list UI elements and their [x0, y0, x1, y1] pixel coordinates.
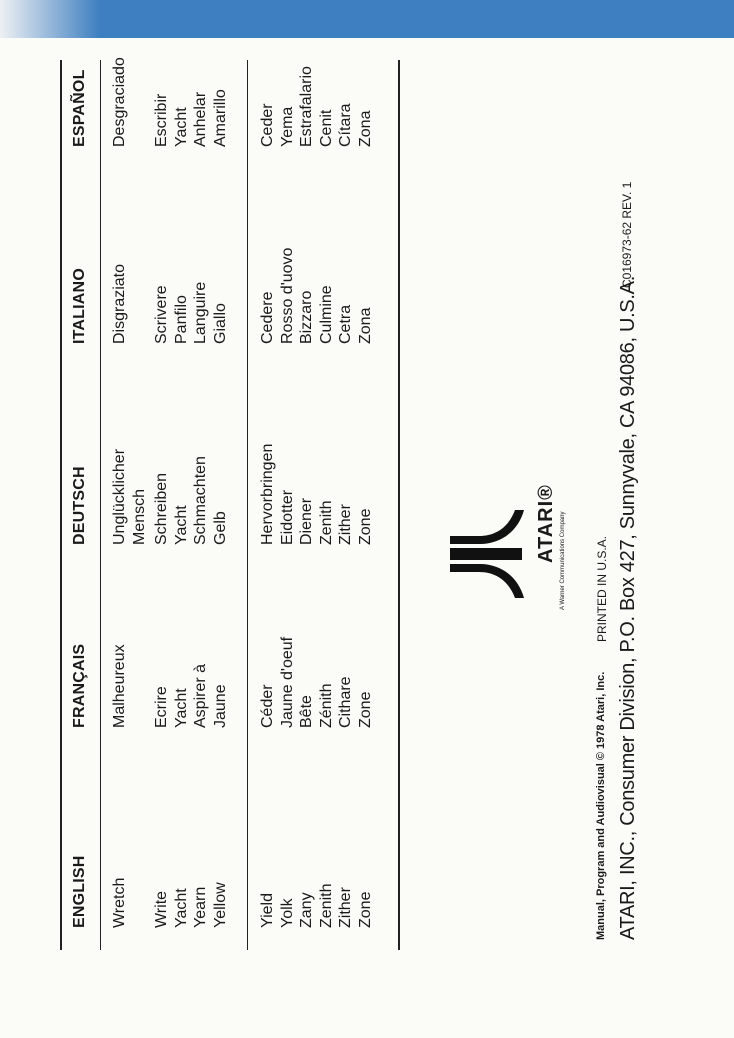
cell-text: Zone — [356, 691, 374, 728]
table-cell — [191, 887, 211, 928]
cell-text: Mensch — [130, 488, 148, 545]
table-cell — [152, 686, 172, 728]
warner-tagline: A Warner Communications Company — [560, 511, 566, 610]
table-cell — [152, 891, 172, 928]
cell-text: Yield — [259, 893, 276, 928]
cell-text: Panfilo — [172, 295, 190, 344]
table-cell — [211, 89, 231, 147]
header-english: ENGLISH — [71, 855, 88, 928]
cell-text: Schreiben — [153, 472, 170, 545]
cell-text: Eidotter — [278, 489, 296, 545]
cell-text: Rosso d'uovo — [278, 247, 296, 344]
cell-text: Aspirer à — [192, 663, 209, 728]
cell-text: Yacht — [172, 107, 190, 147]
table-cell — [191, 92, 211, 147]
cell-text: Bête — [298, 695, 315, 728]
table-cell — [172, 688, 192, 728]
table-cell — [172, 505, 192, 545]
atari-wordmark: ATARI® — [535, 484, 557, 563]
table-cell — [211, 511, 231, 545]
cell-text: Zany — [298, 892, 315, 928]
cell-text: Zénith — [317, 683, 335, 728]
table-cell — [258, 893, 278, 928]
table-cell — [278, 898, 298, 928]
cell-text: Yearn — [192, 886, 209, 928]
table-cell — [191, 282, 211, 344]
group-divider-rule — [247, 60, 248, 950]
table-cell — [278, 637, 298, 728]
table-cell — [356, 111, 376, 147]
cell-text: Ceder — [259, 103, 276, 147]
cell-text: Zona — [356, 307, 374, 344]
cell-text: Estrafalario — [298, 66, 315, 147]
table-cell — [110, 449, 149, 545]
table-cell — [336, 887, 356, 928]
cell-text: Languire — [192, 281, 209, 344]
cell-text: Cedere — [259, 291, 276, 344]
cell-text: Giallo — [211, 303, 229, 344]
table-cell — [297, 892, 317, 928]
cell-text: Scrivere — [153, 285, 170, 344]
cell-text: Jaune — [211, 684, 229, 728]
table-cell — [211, 882, 231, 928]
table-cell — [356, 308, 376, 344]
cell-text: Culmine — [317, 285, 335, 344]
cell-text: Yolk — [278, 898, 296, 928]
header-italiano: ITALIANO — [71, 268, 88, 344]
cell-text: Cetra — [337, 304, 354, 344]
table-cell — [356, 692, 376, 728]
table-cell — [258, 444, 278, 545]
table-cell — [258, 684, 278, 728]
table-cell — [211, 303, 231, 344]
table-cell — [172, 107, 192, 147]
part-number: C016973-62 REV. 1 — [620, 181, 634, 288]
cell-text: Zither — [337, 887, 354, 928]
table-cell — [297, 695, 317, 728]
table-cell — [317, 684, 337, 728]
cell-text: Jaune d'oeuf — [278, 636, 296, 728]
table-cell — [317, 110, 337, 147]
cell-text: Yellow — [211, 882, 229, 928]
company-address: ATARI, INC., Consumer Division, P.O. Box 427, Sunnyvale, CA 94086, U.S.A. — [617, 276, 639, 940]
table-cell — [297, 498, 317, 545]
top-color-band — [0, 0, 734, 38]
cell-text: Zither — [337, 504, 354, 545]
printed-in-usa: PRINTED IN U.S.A. — [595, 535, 609, 642]
rotated-page — [0, 40, 734, 1000]
table-cell — [110, 644, 130, 728]
cell-text: Bizzaro — [298, 290, 315, 344]
table-cell — [317, 501, 337, 545]
cell-text: Anhelar — [192, 91, 209, 147]
header-deutsch: DEUTSCH — [71, 466, 88, 545]
cell-text: Gelb — [211, 511, 229, 545]
table-cell — [110, 878, 130, 928]
cell-text: Zenith — [317, 883, 335, 928]
cell-text: Cenit — [317, 109, 335, 147]
table-bottom-rule — [398, 60, 400, 950]
cell-text: Zone — [356, 508, 374, 545]
table-cell — [336, 504, 356, 545]
cell-text: Cithare — [337, 676, 354, 728]
copyright-credit: Manual, Program and Audiovisual © 1978 Atari, Inc. — [595, 671, 607, 940]
table-cell — [336, 103, 356, 147]
table-cell — [191, 664, 211, 728]
cell-text: Yema — [278, 106, 296, 147]
table-cell — [172, 295, 192, 344]
cell-text: Write — [153, 890, 170, 928]
cell-text: Escribir — [153, 93, 170, 147]
table-cell — [297, 66, 317, 147]
cell-text: Yacht — [172, 505, 190, 545]
cell-text: Malheureux — [111, 644, 128, 728]
cell-text: Zone — [356, 891, 374, 928]
table-cell — [172, 888, 192, 928]
cell-text: Wretch — [111, 877, 128, 928]
table-top-rule — [60, 60, 62, 950]
table-cell — [191, 456, 211, 545]
table-cell — [211, 684, 231, 728]
header-rule — [100, 60, 101, 950]
cell-text: Zona — [356, 110, 374, 147]
table-cell — [317, 884, 337, 928]
cell-text: Desgraciado — [111, 57, 128, 147]
table-cell — [356, 509, 376, 545]
table-cell — [258, 103, 278, 147]
table-cell — [297, 291, 317, 344]
table-cell — [152, 285, 172, 344]
cell-text: Schmachten — [192, 456, 209, 545]
header-espanol: ESPAÑOL — [71, 69, 88, 147]
cell-text: Cítara — [337, 103, 354, 147]
table-cell — [278, 248, 298, 344]
cell-text: Céder — [259, 684, 276, 728]
cell-text: Diener — [298, 497, 315, 545]
table-cell — [152, 473, 172, 545]
cell-text: Disgraziato — [111, 263, 128, 344]
table-cell — [336, 305, 356, 344]
cell-text: Hervorbringen — [259, 443, 276, 545]
cell-text: Yacht — [172, 688, 190, 728]
table-cell — [336, 676, 356, 728]
cell-text: Ecrire — [153, 686, 170, 728]
header-francais: FRANÇAIS — [71, 643, 88, 728]
table-cell — [317, 285, 337, 344]
table-cell — [278, 490, 298, 545]
table-cell — [110, 57, 130, 147]
cell-text: Yacht — [172, 888, 190, 928]
cell-text: Unglücklicher — [111, 448, 128, 545]
cell-text: Zenith — [317, 500, 335, 545]
table-cell — [110, 264, 130, 344]
table-cell — [356, 892, 376, 928]
table-cell — [258, 292, 278, 344]
cell-text: Amarillo — [211, 89, 229, 147]
table-cell — [278, 107, 298, 147]
table-cell — [152, 94, 172, 147]
